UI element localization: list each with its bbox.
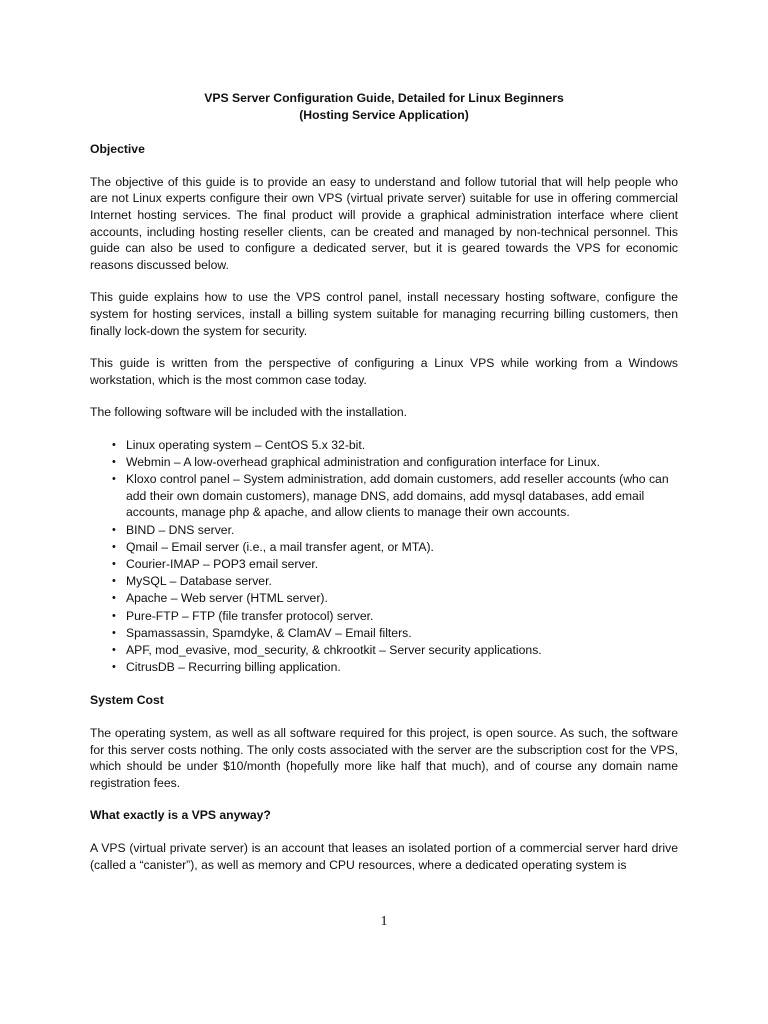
bullet-icon: • (112, 626, 116, 639)
bullet-icon: • (112, 592, 116, 605)
bullet-icon: • (112, 473, 116, 486)
list-item-text: Qmail – Email server (i.e., a mail transfer agent, or MTA). (126, 539, 434, 554)
bullet-icon: • (112, 438, 116, 451)
document-body (90, 90, 678, 873)
list-item-text: BIND – DNS server. (126, 522, 235, 537)
list-item (90, 522, 678, 539)
bullet-icon: • (112, 558, 116, 571)
objective-paragraph-1: The objective of this guide is to provide an easy to understand and follow tutorial that will help people who are not Linux experts configure their own VPS (virtual private server) suitable for use in offering commercial Internet hosting services. The final product will provide a graphical administration interface where client accounts, including hosting reseller clients, can be created and managed by non-technical personnel. This guide can also be used to configure a dedicated server, but it is geared towards the VPS for economic reasons discussed below. (90, 174, 678, 272)
objective-paragraph-2: This guide explains how to use the VPS control panel, install necessary hosting software, configure the system for hosting services, install a billing system suitable for managing recurring billing customers, then finally lock-down the system for security. (90, 290, 678, 338)
what-is-vps-paragraph: A VPS (virtual private server) is an account that leases an isolated portion of a commercial server hard drive (called a “canister”), as well as memory and CPU resources, where a dedicated operating system is (90, 840, 678, 872)
list-item (90, 573, 678, 590)
objective-heading: Objective (90, 142, 145, 157)
bullet-icon: • (112, 643, 116, 656)
list-item-text: Pure-FTP – FTP (file transfer protocol) server. (126, 608, 374, 623)
objective-paragraph-4: The following software will be included with the installation. (90, 405, 408, 420)
list-item-text: MySQL – Database server. (126, 574, 272, 589)
bullet-icon: • (112, 523, 116, 536)
document-title-line-1: VPS Server Configuration Guide, Detailed for Linux Beginners (204, 91, 564, 105)
system-cost-heading: System Cost (90, 693, 164, 708)
objective-paragraph-3: This guide is written from the perspective of configuring a Linux VPS while working from a Windows workstation, which is the most common case today. (90, 356, 678, 387)
list-item (90, 471, 678, 521)
what-is-vps-heading: What exactly is a VPS anyway? (90, 808, 271, 823)
list-item (90, 556, 678, 573)
document-title-line-2: (Hosting Service Application) (299, 107, 469, 122)
bullet-icon: • (112, 540, 116, 553)
list-item (90, 608, 678, 625)
list-item-text: CitrusDB – Recurring billing application. (126, 660, 341, 675)
list-item-text: APF, mod_evasive, mod_security, & chkrootkit – Server security applications. (126, 642, 542, 657)
list-item (90, 625, 678, 642)
bullet-icon: • (112, 575, 116, 588)
list-item-text: Webmin – A low-overhead graphical administration and configuration interface for Linux. (126, 455, 601, 470)
list-item (90, 590, 678, 607)
list-item-text: Courier-IMAP – POP3 email server. (126, 557, 319, 572)
list-item (90, 437, 678, 454)
bullet-icon: • (112, 609, 116, 622)
system-cost-paragraph: The operating system, as well as all software required for this project, is open source. As such, the software for this server costs nothing. The only costs associated with the server are the subscription cost for the VPS, which should be under $10/month (hopefully more like half that much), and of course any domain name registration fees. (90, 725, 678, 790)
list-item (90, 659, 678, 676)
list-item-text: Kloxo control panel – System administration, add domain customers, add reseller accounts (who can add their own domain customers), manage DNS, add domains, add mysql databases, add email accounts, manage php & apache, and allow clients to manage their own accounts. (126, 472, 669, 520)
list-item-text: Linux operating system – CentOS 5.x 32-bit. (126, 437, 366, 452)
list-item-text: Apache – Web server (HTML server). (126, 591, 328, 606)
list-item (90, 539, 678, 556)
list-item (90, 454, 678, 471)
list-item-text: Spamassassin, Spamdyke, & ClamAV – Email filters. (126, 625, 412, 640)
bullet-icon: • (112, 456, 116, 469)
list-item (90, 642, 678, 659)
software-list (90, 437, 678, 676)
page-number: 1 (380, 914, 388, 929)
bullet-icon: • (112, 661, 116, 674)
